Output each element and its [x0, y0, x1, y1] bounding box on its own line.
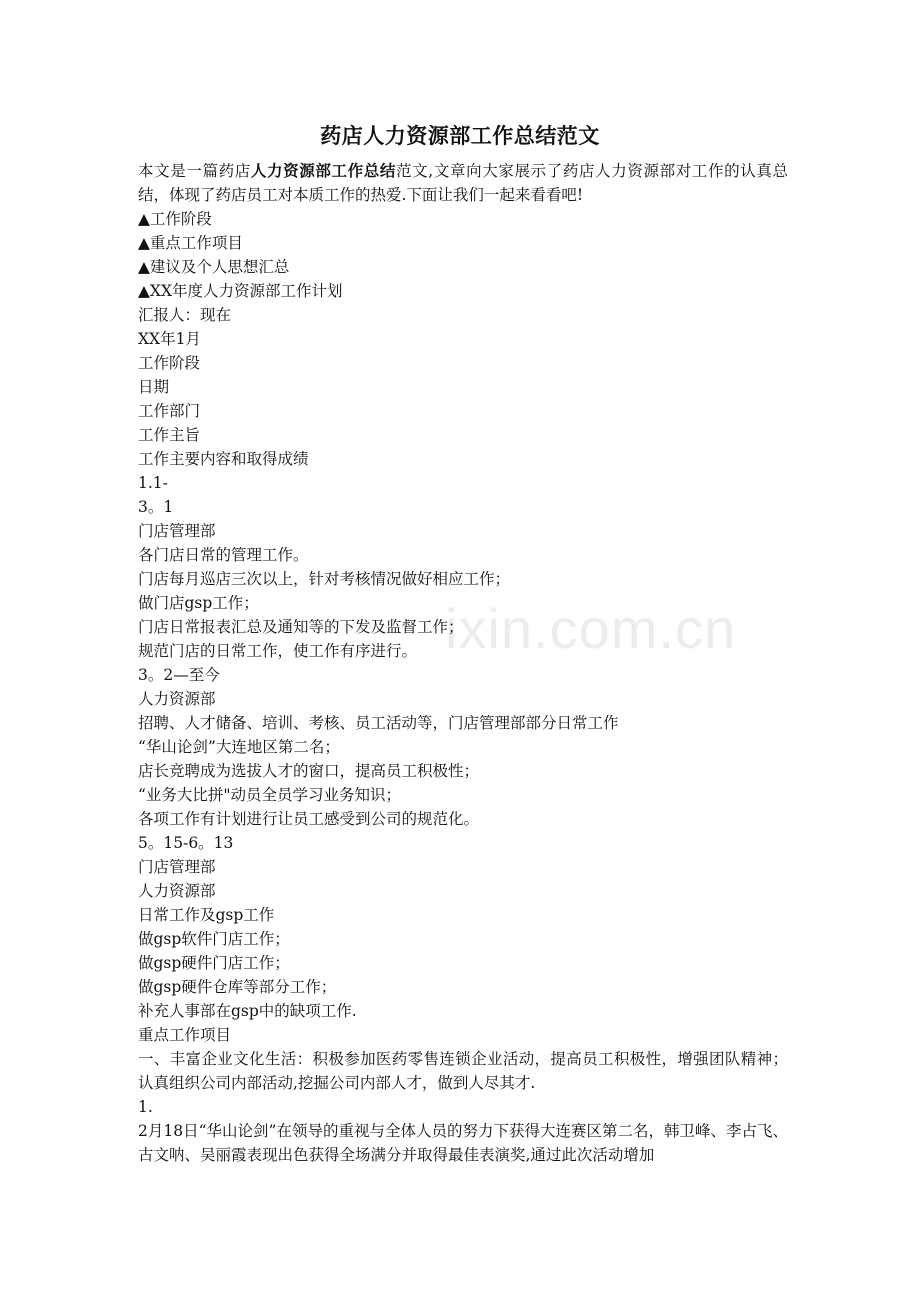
body-line: 做gsp硬件仓库等部分工作；: [138, 978, 337, 996]
body-line: 1.1-: [138, 474, 168, 492]
body-line: ▲XX年度人力资源部工作计划: [138, 282, 343, 300]
body-line: 规范门店的日常工作，使工作有序进行。: [138, 642, 418, 660]
body-line: 招聘、人才储备、培训、考核、员工活动等，门店管理部部分日常工作: [138, 714, 619, 732]
body-line: 门店管理部: [138, 858, 216, 876]
body-line: 3。2—至今: [138, 666, 220, 684]
body-line: “业务大比拼"动员全员学习业务知识；: [138, 786, 402, 804]
body-line: 门店每月巡店三次以上，针对考核情况做好相应工作；: [138, 570, 511, 588]
body-line: “华山论剑”大连地区第二名；: [138, 738, 340, 756]
document-body: [138, 159, 788, 1167]
document-title: 药店人力资源部工作总结范文: [320, 123, 600, 148]
body-line: 做gsp软件门店工作；: [138, 930, 290, 948]
body-line: 5。15-6。13: [138, 834, 234, 852]
watermark: ixin.com.cn: [445, 597, 737, 660]
body-line: 店长竞聘成为选拔人才的窗口，提高员工积极性；: [138, 762, 480, 780]
body-line: 工作主旨: [138, 426, 201, 444]
body-line: 各门店日常的管理工作。: [138, 546, 309, 564]
body-line: 各项工作有计划进行让员工感受到公司的规范化。: [138, 810, 480, 828]
body-lines: [138, 207, 788, 1047]
body-line: 做门店gsp工作；: [138, 594, 259, 612]
body-line: 做gsp硬件门店工作；: [138, 954, 290, 972]
body-line: 日常工作及gsp工作: [138, 906, 275, 924]
body-line: 日期: [138, 378, 170, 396]
body-line: 工作阶段: [138, 354, 201, 372]
body-line: 门店日常报表汇总及通知等的下发及监督工作；: [138, 618, 464, 636]
intro-text-after: 范文,文章向大家展示了药店人力资源部对工作的认真总结，体现了药店员工对本质工作的热爱.下面让我们一起来看看吧!: [138, 162, 788, 204]
body-line: ▲重点工作项目: [138, 234, 243, 252]
body-line: 人力资源部: [138, 690, 216, 708]
item-number: 1.: [138, 1098, 153, 1116]
body-line: 汇报人：现在: [138, 306, 232, 324]
culture-paragraph: 一、丰富企业文化生活：积极参加医药零售连锁企业活动，提高员工积极性，增强团队精神；认真组织公司内部活动,挖掘公司内部人才，做到人尽其才.: [138, 1050, 788, 1092]
intro-text-before: 本文是一篇药店: [138, 162, 251, 180]
body-line: 3。1: [138, 498, 174, 516]
intro-paragraph: [138, 159, 788, 207]
body-line: 人力资源部: [138, 882, 216, 900]
intro-bold-keyword: 人力资源部工作总结: [250, 161, 397, 180]
body-line: ▲工作阶段: [138, 210, 212, 228]
body-line: 工作部门: [138, 402, 201, 420]
body-line: 工作主要内容和取得成绩: [138, 450, 309, 468]
body-line: 门店管理部: [138, 522, 216, 540]
body-line: 重点工作项目: [138, 1026, 232, 1044]
event-paragraph: 2月18日“华山论剑”在领导的重视与全体人员的努力下获得大连赛区第二名，韩卫峰、李占飞、古文呐、吴丽霞表现出色获得全场满分并取得最佳表演奖,通过此次活动增加: [138, 1122, 788, 1164]
body-line: ▲建议及个人思想汇总: [138, 258, 290, 276]
body-line: XX年1月: [138, 330, 201, 348]
body-line: 补充人事部在gsp中的缺项工作.: [138, 1002, 357, 1020]
